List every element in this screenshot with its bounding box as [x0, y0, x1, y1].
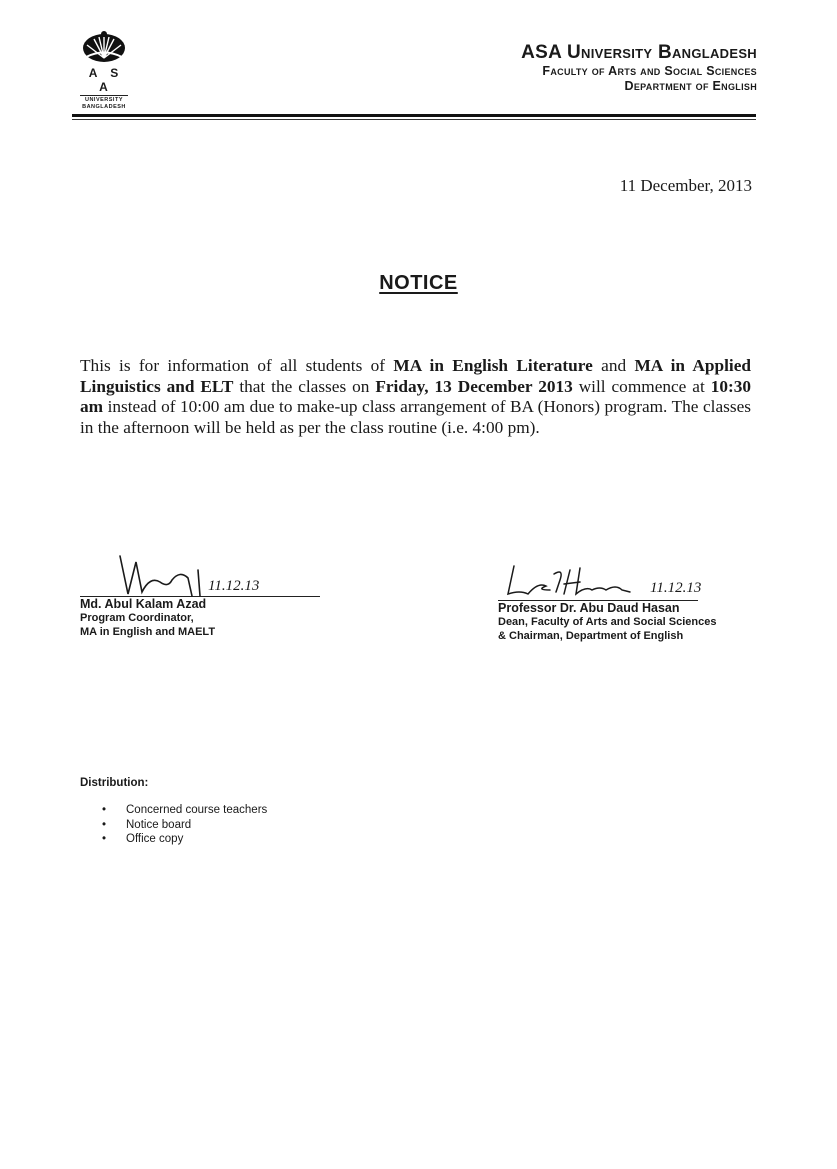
body-text: This is for information of all students of [80, 356, 394, 375]
distribution-items [80, 803, 267, 847]
list-item: • Notice board [80, 818, 267, 833]
signature-art [80, 552, 320, 596]
logo-subtext [80, 95, 128, 111]
university-logo [76, 28, 132, 108]
notice-date: 11 December, 2013 [619, 176, 752, 195]
body-text: will commence at [572, 376, 711, 396]
signatory-role: MA in English and MAELT [80, 625, 216, 638]
signatory-role: & Chairman, Department of English [498, 629, 684, 642]
signatory-role: Program Coordinator, [80, 612, 194, 624]
logo-acronym: A S A [88, 66, 124, 94]
body-text: and [592, 356, 635, 375]
signature-block-coordinator [80, 552, 320, 639]
signature-art [498, 560, 768, 600]
handwritten-signature-icon [80, 552, 210, 598]
body-bold-program: MA in English Literature [393, 356, 593, 375]
signatory-name: Professor Dr. Abu Daud Hasan [498, 601, 680, 615]
header-divider-thin [72, 119, 756, 120]
handwritten-date: 11.12.13 [208, 578, 260, 594]
body-bold-time: 10:30 am [80, 376, 752, 416]
list-item: • Office copy [80, 832, 267, 847]
logo-subtext-line: UNIVERSITY [84, 97, 123, 103]
handwritten-signature-icon [498, 560, 648, 600]
header-divider [72, 114, 756, 117]
handwritten-date: 11.12.13 [650, 580, 702, 596]
body-text: that the classes on [233, 376, 376, 396]
signatory-role: Dean, Faculty of Arts and Social Sciences [498, 616, 717, 628]
signature-block-dean [498, 560, 768, 643]
logo-subtext-line: BANGLADESH [82, 104, 126, 110]
distribution-title: Distribution: [80, 777, 149, 789]
faculty-name: Faculty of Arts and Social Sciences [542, 64, 757, 78]
body-text: instead of 10:00 am due to make-up class arrangement of BA (Honors) program. The classes in the afternoon will be held as per the class routine (i.e. 4:00 pm). [80, 397, 751, 437]
letterhead [521, 42, 757, 94]
sunburst-emblem-icon [80, 28, 128, 64]
body-bold-program: MA in Applied Linguistics and ELT [80, 356, 752, 396]
university-name: ASA University Bangladesh [521, 42, 757, 63]
body-bold-date: Friday, 13 December 2013 [375, 376, 573, 396]
distribution-list [80, 777, 267, 847]
notice-title: NOTICE [379, 272, 458, 294]
notice-body [80, 356, 751, 438]
department-name: Department of English [624, 79, 757, 93]
signatory-name: Md. Abul Kalam Azad [80, 597, 207, 611]
list-item: • Concerned course teachers [80, 803, 267, 818]
